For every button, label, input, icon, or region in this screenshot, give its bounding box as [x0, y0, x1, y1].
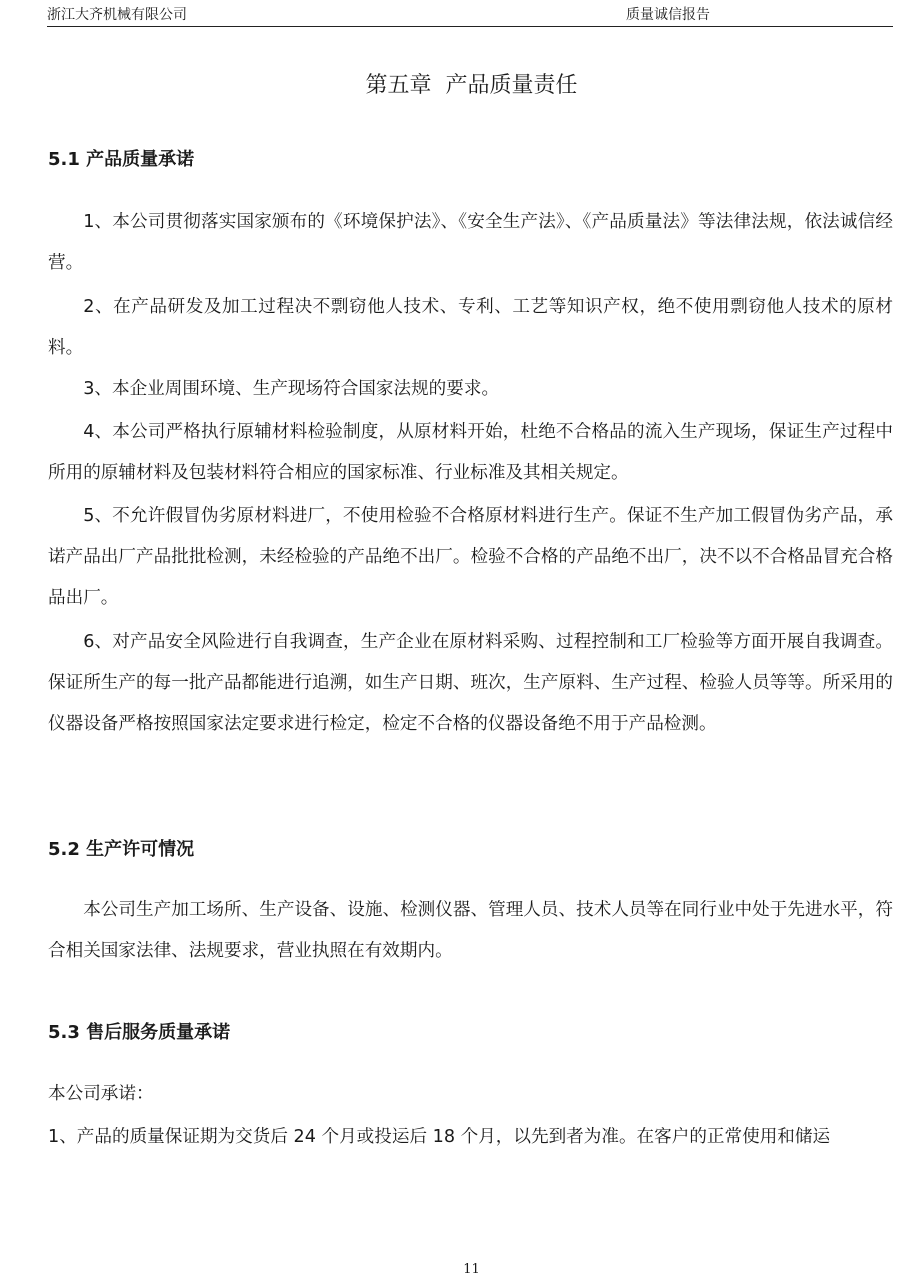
section-heading-5-2: 5.2 生产许可情况 [48, 839, 195, 860]
paragraph-5-1-4: 4、本公司严格执行原辅材料检验制度，从原材料开始，杜绝不合格品的流入生产现场，保证生产过程中所用的原辅材料及包装材料符合相应的国家标准、行业标准及其相关规定。 [48, 422, 893, 483]
section-heading-5-3: 5.3 售后服务质量承诺 [48, 1022, 231, 1043]
paragraph-5-2-1: 本公司生产加工场所、生产设备、设施、检测仪器、管理人员、技术人员等在同行业中处于先进水平，符合相关国家法律、法规要求，营业执照在有效期内。 [48, 900, 893, 961]
paragraph-5-1-6: 6、对产品安全风险进行自我调查，生产企业在原材料采购、过程控制和工厂检验等方面开展自我调查。保证所生产的每一批产品都能进行追溯，如生产日期、班次，生产原料、生产过程、检验人员等等。所采用的仪器设备严格按照国家法定要求进行检定，检定不合格的仪器设备绝不用于产品检测。 [48, 632, 893, 734]
paragraph-5-1-3: 3、本企业周围环境、生产现场符合国家法规的要求。 [83, 379, 500, 399]
paragraph-5-1-2: 2、在产品研发及加工过程决不剽窃他人技术、专利、工艺等知识产权，绝不使用剽窃他人技术的原材料。 [48, 297, 893, 358]
paragraph-5-1-5: 5、不允许假冒伪劣原材料进厂，不使用检验不合格原材料进行生产。保证不生产加工假冒伪劣产品，承诺产品出厂产品批批检测，未经检验的产品绝不出厂。检验不合格的产品绝不出厂，决不以不合格品冒充合格品出厂。 [48, 506, 893, 608]
paragraph-5-3-1: 1、产品的质量保证期为交货后 24 个月或投运后 18 个月，以先到者为准。在客户的正常使用和储运 [48, 1127, 831, 1147]
chapter-title: 第五章 产品质量责任 [365, 73, 578, 98]
header-company: 浙江大齐机械有限公司 [47, 7, 187, 23]
section-heading-5-1: 5.1 产品质量承诺 [48, 149, 195, 170]
page-number: 11 [463, 1262, 480, 1277]
header-report-title: 质量诚信报告 [626, 7, 710, 23]
paragraph-5-3-intro: 本公司承诺： [48, 1084, 154, 1104]
page-header [47, 0, 893, 27]
paragraph-5-1-1: 1、本公司贯彻落实国家颁布的《环境保护法》、《安全生产法》、《产品质量法》等法律法规，依法诚信经营。 [48, 212, 893, 273]
